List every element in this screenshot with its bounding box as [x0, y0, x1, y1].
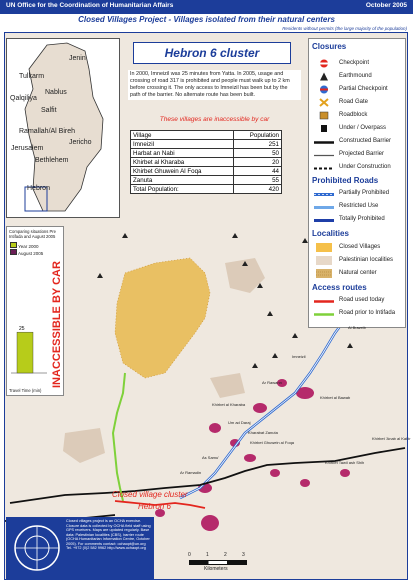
- village-population: 20: [233, 158, 281, 167]
- village-population: 50: [233, 149, 281, 158]
- village-population: 251: [233, 140, 281, 149]
- map-subnote: Residents without permits (the large majority of the population): [282, 26, 407, 31]
- village-label: Kharabat Zanuta: [248, 430, 278, 435]
- ocha-notes: Closed villages project is an OCHA exercise. Closure data is collected by OCHA field staff using GPS receivers. Maps are updated regularly. Base data: Palestinian localities (CBS), barrier route (OCHA Humanitarian Information Centre, October 2005). For comments contact: ochaopt@un.org Tel. +972 (0)2 582 9962 http://www.ochaopt.org: [66, 519, 151, 550]
- legend-label: Under / Overpass: [339, 125, 387, 131]
- legend-label: Checkpoint: [339, 60, 370, 66]
- village-population: 55: [233, 176, 281, 185]
- legend-label: Totally Prohibited: [339, 216, 385, 222]
- village-population: 44: [233, 167, 281, 176]
- village-label: Um ad Daraj: [228, 420, 251, 425]
- chart-caption: Comparing situations Pre Intifada and August 2005: [9, 229, 57, 239]
- village-name: Imneizil: [131, 140, 234, 149]
- village-label: Ar Rawahn: [262, 380, 282, 385]
- map-subtitle: Closed Villages Project - Villages isolated from their natural centers: [78, 15, 335, 24]
- inset-place: Tulkarm: [19, 73, 45, 80]
- scale-tick: 1: [206, 552, 209, 558]
- legend-label: Natural center: [339, 270, 377, 276]
- chart-axis-label: Travel Time (min): [9, 388, 42, 393]
- legend-label: Projected Barrier: [339, 151, 385, 157]
- chart-legend-label: August 2005: [18, 251, 44, 256]
- legend-label: Closed Villages: [339, 244, 381, 250]
- header-bar: [0, 0, 413, 14]
- legend-label: Constructed Barrier: [339, 138, 392, 144]
- legend-label: Roadblock: [339, 112, 368, 118]
- legend-heading: Closures: [312, 42, 347, 51]
- cluster-title: Hebron 6 cluster: [133, 42, 291, 64]
- inset-place: Jericho: [69, 139, 92, 146]
- inset-place: Nablus: [45, 89, 67, 96]
- map-date: October 2005: [365, 2, 407, 9]
- legend-label: Earthmound: [339, 73, 372, 79]
- inset-place: Qalqiliya: [10, 95, 37, 102]
- column-header: Population: [233, 131, 281, 140]
- chart-legend-label: Year 2000: [18, 244, 39, 249]
- closed-cluster-label: Closed village cluster: [112, 490, 188, 499]
- legend-label: Palestinian localities: [339, 257, 394, 263]
- total-value: 420: [233, 185, 281, 194]
- village-label: Ar Ramadin: [180, 470, 202, 475]
- legend-label: Road prior to Intifada: [339, 310, 396, 316]
- village-label: Khirbet al Bawab: [320, 395, 351, 400]
- legend-heading: Access routes: [312, 283, 367, 292]
- village-label: Khirbet 'Anab al Kabir: [372, 436, 411, 441]
- village-name: Zanuta: [131, 176, 234, 185]
- village-label: Khirbet Tawil ash Shih: [325, 460, 365, 465]
- inset-place: Ramallah/Al Bireh: [19, 128, 76, 135]
- narrative-text: In 2000, Imneizil was 25 minutes from Yatta. In 2005, usage and crossing of road 317 is prohibited and people must walk up to 2 km before crossing it. The only access to Imneizil has been but by the path of the barrier. No alternate route has been built.: [128, 70, 301, 100]
- column-header: Village: [131, 131, 234, 140]
- inset-place: Salfit: [41, 107, 57, 114]
- scale-unit: Kilometers: [204, 566, 228, 572]
- inset-place: Bethlehem: [35, 157, 69, 164]
- org-name: UN Office for the Coordination of Humanitarian Affairs: [6, 2, 174, 9]
- chart-data-label: 25: [19, 326, 25, 333]
- village-label: Imneizil: [292, 354, 306, 359]
- inset-place: Jerusalem: [11, 145, 44, 152]
- village-label: As Samu': [202, 455, 219, 460]
- village-label: Khirbet Ghuwein al Foqa: [250, 440, 295, 445]
- legend-heading: Localities: [312, 229, 349, 238]
- village-name: Harbat an Nabi: [131, 149, 234, 158]
- legend-label: Restricted Use: [339, 203, 379, 209]
- legend-label: Road used today: [339, 297, 385, 303]
- scale-tick: 3: [242, 552, 245, 558]
- village-label: Al Buweib: [348, 325, 366, 330]
- legend-label: Partial Checkpoint: [339, 86, 388, 92]
- inaccessible-warning: These villages are inaccessible by car: [159, 116, 270, 123]
- map-frame: [4, 32, 408, 580]
- inset-place: Jenin: [69, 55, 86, 62]
- scale-tick: 0: [188, 552, 191, 558]
- legend-label: Under Construction: [339, 164, 391, 170]
- scale-tick: 2: [224, 552, 227, 558]
- legend-label: Road Gate: [339, 99, 369, 105]
- inset-place: Hebron: [27, 185, 50, 192]
- legend-label: Partially Prohibited: [339, 190, 390, 196]
- village-name: Khirbet Ghuwein Al Foqa: [131, 167, 234, 176]
- legend-heading: Prohibited Roads: [312, 176, 379, 185]
- village-label: Khirbet al Kharaba: [212, 402, 246, 407]
- svg-text:INACCESSIBLE BY CAR: INACCESSIBLE BY CAR: [51, 261, 63, 388]
- total-label: Total Population:: [131, 185, 234, 194]
- closed-cluster-sublabel: Hebron 6: [138, 502, 171, 511]
- village-name: Khirbet al Kharaba: [131, 158, 234, 167]
